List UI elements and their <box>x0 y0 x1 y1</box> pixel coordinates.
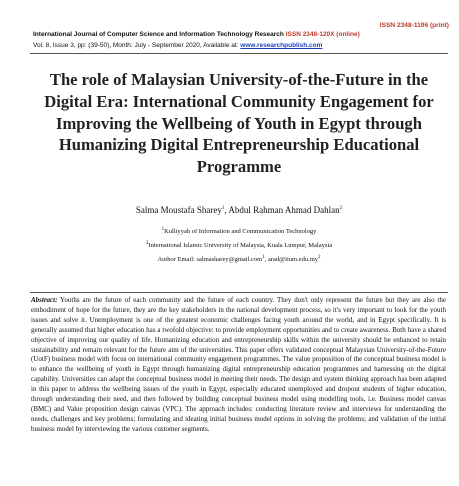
abstract-divider <box>30 292 448 293</box>
abstract-text: Youths are the future of each community and the future of each country. They don't only represent the future but they are also the embodiment of hope for the future, they are the key stakeholders in the national development process, so it's very important to look for the youth issues and solve it. Unemployment is one of the greatest economic challenges facing youth around the world, and in Egypt specifically. It is generally assumed that higher education has a twofold objective: to provide employment opportunities and to create awareness. Both have a shared objective of improving our quality of life. Humanizing education and entrepreneurship skills within the university should be enhanced to retain sustainability and remain relevant for the future aim of the universities. This paper offers validated conceptual Malaysian University-of-the-Future (UotF) business model with focus on international community engagement programmes. The value proposition of the conceptual business model is to enhance the wellbeing of youth in Egypt through humanizing digital entrepreneurship education programmes and harnessing on the digital capability. Universities can adapt the conceptual business model in meeting their needs. The design and system thinking approach has been adapted in this paper to address the wellbeing issues of the youth in Egypt, especially educated unemployed and dropout students of higher education, through understanding their need, and then followed by building conceptual business model using modelling tools, i.e. Business model canvas (BMC) and Value proposition design canvas (VPC). The approach includes: conducting literature review and interviews for understanding the needs, challenges and key problems; formulating and ideating initial business model options in solving the problems; and validation of the initial business model by interviewing the various customer segments. <box>31 296 446 433</box>
header-divider <box>30 53 448 54</box>
paper-title: The role of Malaysian University-of-the-Future in the Digital Era: International Community Engagement for Improving the Wellbeing of Youth in Egypt through Humanizing Digital Entrepreneurship Educational Programme <box>44 70 434 177</box>
journal-header-line <box>33 31 360 38</box>
author-2: Abdul Rahman Ahmad Dahlan <box>228 205 340 215</box>
author-separator: , <box>224 205 229 215</box>
authors-line <box>30 205 448 215</box>
affiliation-1-text: Kulliyyah of Information and Communication Technology <box>164 228 317 236</box>
email-text-2: , arad@iium.edu.my <box>264 256 318 264</box>
author-1: Salma Moustafa Sharey <box>135 205 222 215</box>
issn-print: ISSN 2348-1196 (print) <box>379 22 449 29</box>
email-text: Author Email: salmasharey@gmail.com <box>157 256 263 264</box>
email-sup-2: 2 <box>318 255 321 260</box>
affiliation-2 <box>30 241 448 249</box>
affiliation-2-text: International Islamic University of Malaysia, Kuala Lumpur, Malaysia <box>148 242 333 250</box>
author-2-sup: 2 <box>339 206 343 211</box>
issue-meta-line <box>33 42 322 49</box>
journal-name: International Journal of Computer Science and Information Technology Research <box>33 31 284 38</box>
affiliation-1-sup: 1 <box>161 227 165 232</box>
issue-meta: Vol. 8, Issue 3, pp: (39-50), Month: July - September 2020, Available at: <box>33 42 239 49</box>
abstract-label: Abstract: <box>31 296 58 304</box>
issn-online: ISSN 2348-120X (online) <box>285 31 360 38</box>
affiliation-2-sup: 2 <box>145 241 149 246</box>
abstract <box>31 296 446 435</box>
author-email-line <box>30 255 448 263</box>
author-1-sup: 1 <box>221 206 225 211</box>
email-sup-1: 1 <box>262 255 265 260</box>
journal-website-link[interactable]: www.researchpublish.com <box>240 42 323 49</box>
affiliation-1 <box>30 227 448 235</box>
